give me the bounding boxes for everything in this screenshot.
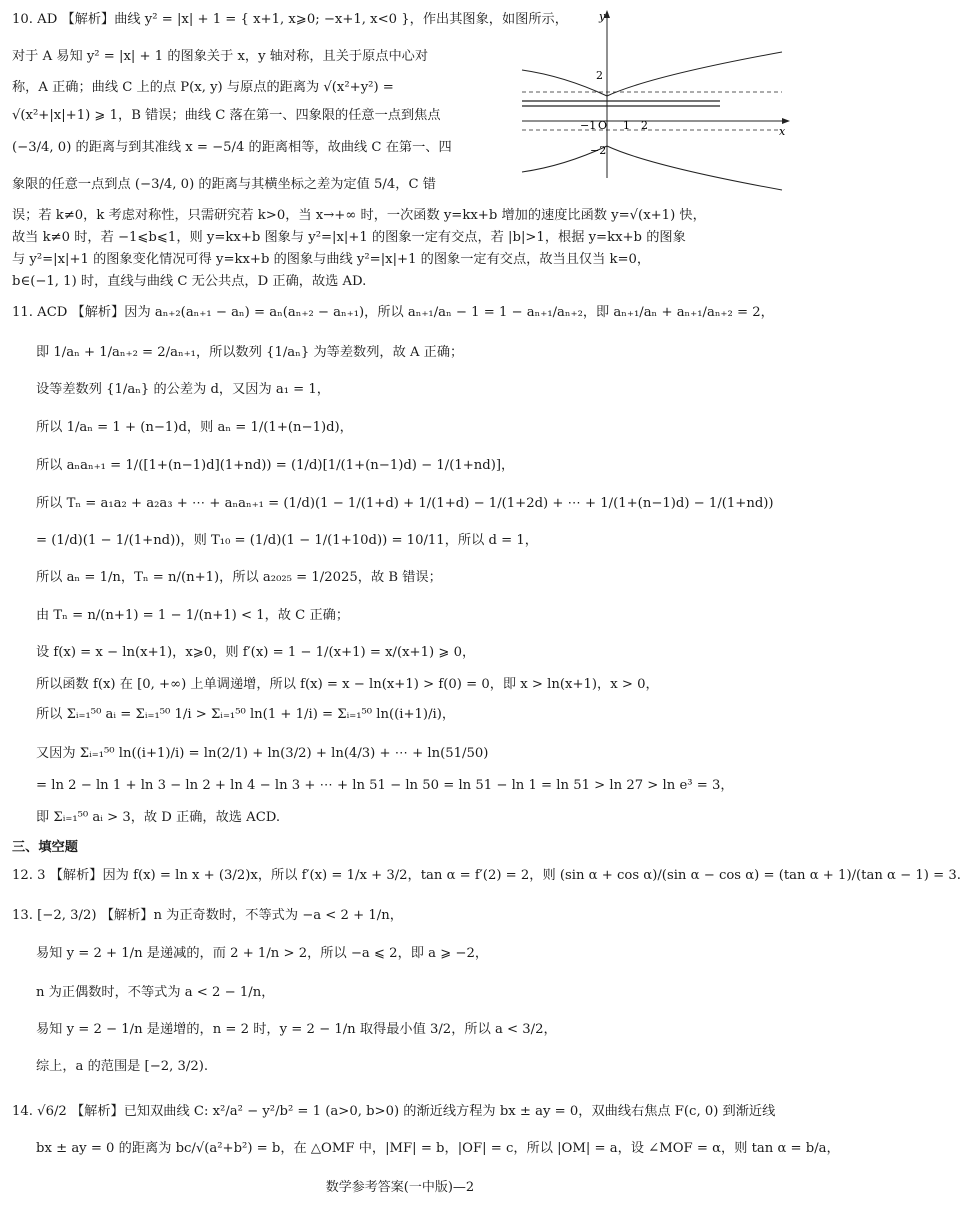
q10-line: 象限的任意一点到点 (−3/4, 0) 的距离与其横坐标之差为定值 5/4，C 错	[12, 177, 436, 192]
q11-line: 所以 Tₙ = a₁a₂ + a₂a₃ + ⋯ + aₙaₙ₊₁ = (1/d)(1 − 1/(1+d) + 1/(1+d) − 1/(1+2d) + ⋯ + 1/(1+(n−1)d) − 1/(1+nd))	[36, 496, 774, 511]
tick-label-origin: O	[598, 119, 608, 132]
q11-line: 所以 aₙ = 1/n，Tₙ = n/(n+1)，所以 a₂₀₂₅ = 1/2025，故 B 错误；	[36, 570, 442, 585]
x-axis-arrow	[782, 118, 790, 124]
tick-label-1: 1	[623, 119, 630, 132]
q11-line: 所以函数 f(x) 在 [0, +∞) 上单调递增，所以 f(x) = x − ln(x+1) > f(0) = 0，即 x > ln(x+1)，x > 0，	[36, 677, 659, 692]
q11-line: 即 1/aₙ + 1/aₙ₊₂ = 2/aₙ₊₁，所以数列 {1/aₙ} 为等差数列，故 A 正确；	[36, 345, 464, 360]
q11-line: = ln 2 − ln 1 + ln 3 − ln 2 + ln 4 − ln 3 + ⋯ + ln 51 − ln 50 = ln 51 − ln 1 = ln 51 > ln 27 > ln e³ = 3，	[36, 778, 734, 793]
q10-line: 故当 k≠0 时，若 −1⩽b⩽1，则 y=kx+b 图象与 y²=|x|+1 的图象一定有交点，若 |b|>1，根据 y=kx+b 的图象	[12, 230, 686, 245]
q11-line: 11. ACD 【解析】因为 aₙ₊₂(aₙ₊₁ − aₙ) = aₙ(aₙ₊₂ − aₙ₊₁)，所以 aₙ₊₁/aₙ − 1 = 1 − aₙ₊₁/aₙ₊₂，即 aₙ₊₁/aₙ + aₙ₊₁/aₙ₊₂ = 2，	[12, 305, 774, 320]
q11-line: 即 Σᵢ₌₁⁵⁰ aᵢ > 3，故 D 正确，故选 ACD.	[36, 810, 281, 825]
q10-line: b∈(−1, 1) 时，直线与曲线 C 无公共点，D 正确，故选 AD.	[12, 274, 367, 289]
q11-line: 所以 aₙaₙ₊₁ = 1/([1+(n−1)d](1+nd)) = (1/d)[1/(1+(n−1)d) − 1/(1+nd)]，	[36, 458, 515, 473]
q10-line: 10. AD 【解析】曲线 y² = |x| + 1 = { x+1, x⩾0; −x+1, x<0 }，作出其图象，如图所示，	[12, 12, 568, 27]
q11-line: = (1/d)(1 − 1/(1+nd))，则 T₁₀ = (1/d)(1 − 1/(1+10d)) = 10/11，所以 d = 1，	[36, 533, 538, 548]
q11-line: 设 f(x) = x − ln(x+1)，x⩾0，则 f′(x) = 1 − 1/(x+1) = x/(x+1) ⩾ 0，	[36, 645, 476, 660]
q11-line: 所以 Σᵢ₌₁⁵⁰ aᵢ = Σᵢ₌₁⁵⁰ 1/i > Σᵢ₌₁⁵⁰ ln(1 + 1/i) = Σᵢ₌₁⁵⁰ ln((i+1)/i)，	[36, 707, 456, 722]
curve-lower	[522, 146, 782, 190]
q13-line: 13. [−2, 3/2) 【解析】n 为正奇数时，不等式为 −a < 2 + 1/n，	[12, 908, 403, 923]
q13-line: 综上，a 的范围是 [−2, 3/2).	[36, 1059, 209, 1074]
q11-line: 又因为 Σᵢ₌₁⁵⁰ ln((i+1)/i) = ln(2/1) + ln(3/2) + ln(4/3) + ⋯ + ln(51/50)	[36, 746, 489, 761]
section-heading: 三、填空题	[12, 840, 78, 855]
q11-line: 设等差数列 {1/aₙ} 的公差为 d，又因为 a₁ = 1，	[36, 382, 330, 397]
q10-line: 对于 A 易知 y² = |x| + 1 的图象关于 x，y 轴对称，且关于原点中心对	[12, 49, 429, 64]
q13-line: n 为正偶数时，不等式为 a < 2 − 1/n，	[36, 985, 275, 1000]
curve-upper	[522, 52, 782, 96]
q10-line: (−3/4, 0) 的距离与到其准线 x = −5/4 的距离相等，故曲线 C 在第一、四	[12, 140, 452, 155]
q11-line: 所以 1/aₙ = 1 + (n−1)d，则 aₙ = 1/(1+(n−1)d)，	[36, 420, 353, 435]
q11-line: 由 Tₙ = n/(n+1) = 1 − 1/(n+1) < 1，故 C 正确；	[36, 608, 350, 623]
curve-figure	[520, 4, 792, 182]
q14-line: 14. √6/2 【解析】已知双曲线 C: x²/a² − y²/b² = 1 (a>0, b>0) 的渐近线方程为 bx ± ay = 0，双曲线右焦点 F(c, 0) 到渐近线	[12, 1104, 776, 1119]
q14-line: bx ± ay = 0 的距离为 bc/√(a²+b²) = b，在 △OMF 中，|MF| = b，|OF| = c，所以 |OM| = a，设 ∠MOF = α，则 tan α = b/a，	[36, 1141, 840, 1156]
y-axis-label: y	[599, 10, 606, 23]
q13-line: 易知 y = 2 − 1/n 是递增的，n = 2 时，y = 2 − 1/n 取得最小值 3/2，所以 a < 3/2，	[36, 1022, 557, 1037]
tick-label-neg2: −2	[590, 144, 607, 157]
q12-line: 12. 3 【解析】因为 f(x) = ln x + (3/2)x，所以 f′(x) = 1/x + 3/2，tan α = f′(2) = 2，则 (sin α + cos α)/(sin α − cos α) = (tan α + 1)/(tan α − 1) = 3.	[12, 868, 961, 883]
q10-line: √(x²+|x|+1) ⩾ 1，B 错误；曲线 C 落在第一、四象限的任意一点到焦点	[12, 108, 441, 123]
page-footer: 数学参考答案(一中版)—2	[325, 1180, 475, 1195]
tick-label-neg1: −1	[580, 119, 597, 132]
x-axis-label: x	[779, 125, 786, 138]
q10-line: 与 y²=|x|+1 的图象变化情况可得 y=kx+b 的图象与曲线 y²=|x|+1 的图象一定有交点，故当且仅当 k=0，	[12, 252, 651, 267]
q13-line: 易知 y = 2 + 1/n 是递减的，而 2 + 1/n > 2，所以 −a ⩽ 2，即 a ⩾ −2，	[36, 946, 489, 961]
tick-label-x2: 2	[641, 119, 648, 132]
tick-label-2: 2	[596, 69, 603, 82]
q10-line: 称，A 正确；曲线 C 上的点 P(x, y) 与原点的距离为 √(x²+y²) =	[12, 80, 394, 95]
q10-line: 误；若 k≠0，k 考虑对称性，只需研究若 k>0，当 x→+∞ 时，一次函数 y=kx+b 增加的速度比函数 y=√(x+1) 快，	[12, 208, 706, 223]
